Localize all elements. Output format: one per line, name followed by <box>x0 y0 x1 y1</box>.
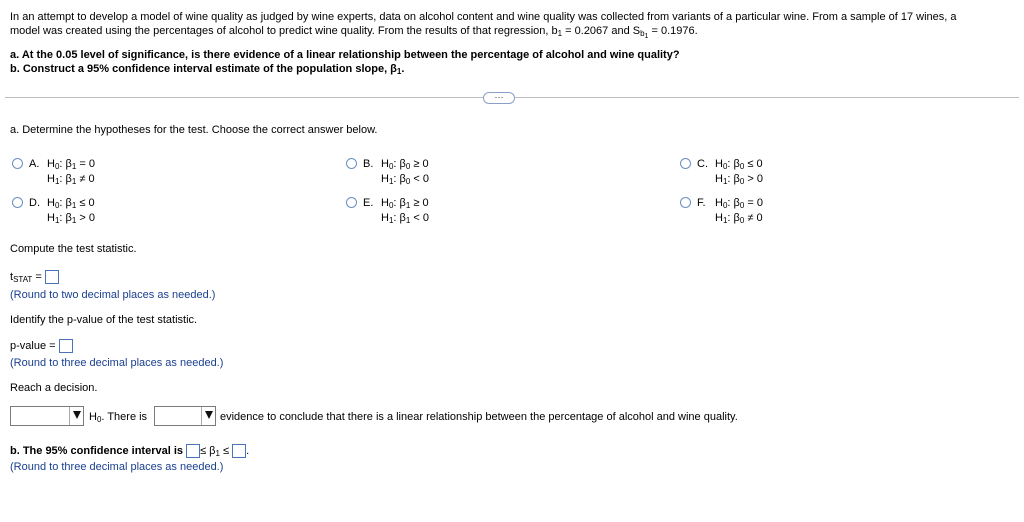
h1-beta: β <box>733 173 740 185</box>
choice-letter: B. <box>363 158 374 170</box>
h0-beta-sub: 1 <box>71 162 77 171</box>
problem-line-2 <box>10 24 1010 44</box>
h1-relation: > 0 <box>79 212 95 224</box>
part-b-subscript: 1 <box>396 67 402 76</box>
choice-c[interactable] <box>680 158 763 188</box>
part-b-text: b. Construct a 95% confidence interval estimate of the population slope, β <box>10 63 397 75</box>
h0-sub: 0 <box>722 201 728 210</box>
problem-part-b <box>10 62 1010 79</box>
choice-f[interactable] <box>680 197 763 227</box>
radio-button[interactable] <box>12 197 23 208</box>
decision-h: H <box>89 411 97 423</box>
choice-hypotheses <box>47 197 95 227</box>
more-options-button[interactable]: ⋯ <box>483 92 515 104</box>
h0-beta: β <box>65 158 72 170</box>
h1-sub: 1 <box>54 216 60 225</box>
h0-letter: H <box>381 158 389 170</box>
tstat-note: (Round to two decimal places as needed.) <box>10 289 216 301</box>
ci-mid-symbol: ≤ β <box>200 444 216 457</box>
sb-subsub: 1 <box>644 33 649 40</box>
radio-button[interactable] <box>12 158 23 169</box>
choice-letter: A. <box>29 158 40 170</box>
decision-evidence-select[interactable] <box>154 406 216 426</box>
h0-letter: H <box>715 197 723 209</box>
ci-note: (Round to three decimal places as needed.) <box>10 461 224 473</box>
tstat-subscript: STAT <box>13 274 33 284</box>
choice-hypotheses <box>715 158 763 188</box>
ci-mid-subscript: 1 <box>215 448 220 458</box>
problem-line-2-post: = 0.1976. <box>648 25 698 37</box>
pvalue-row <box>10 339 73 353</box>
h0-relation: = 0 <box>79 158 95 170</box>
choice-letter: E. <box>363 197 374 209</box>
chevron-down-icon <box>73 411 81 419</box>
part-a-text: a. At the 0.05 level of significance, is there evidence of a linear relationship between the percentage of alcohol and wine quality? <box>10 49 680 61</box>
h0-letter: H <box>47 197 55 209</box>
h1-sub: 1 <box>722 216 728 225</box>
tstat-row <box>10 270 59 284</box>
h1-beta: β <box>733 212 740 224</box>
h1-beta-sub: 0 <box>739 216 745 225</box>
decision-h0-label <box>89 411 147 424</box>
alt-hypothesis: $H_1$: $\beta_0 \ne 0$ <box>715 212 763 225</box>
h0-letter: H <box>47 158 55 170</box>
choice-hypotheses <box>381 158 429 188</box>
h1-letter: H <box>715 212 723 224</box>
decision-mid: . There is <box>101 411 148 423</box>
chevron-down-icon <box>205 411 213 419</box>
choice-letter: F. <box>697 197 706 209</box>
h1-beta-sub: 1 <box>71 216 77 225</box>
h0-sub: 0 <box>722 162 728 171</box>
radio-button[interactable] <box>346 158 357 169</box>
choice-b[interactable] <box>346 158 429 188</box>
h1-beta-sub: 0 <box>739 177 745 186</box>
h1-sub: 1 <box>388 177 394 186</box>
decision-reject-arrow-box <box>69 407 83 425</box>
ci-mid-relation: ≤ <box>219 444 230 457</box>
null-hypothesis: $H_0$: $\beta_0 \le 0$ <box>715 158 763 171</box>
tstat-label: t <box>10 270 14 283</box>
radio-button[interactable] <box>680 158 691 169</box>
decision-evidence-arrow-box <box>201 407 215 425</box>
choice-a[interactable] <box>12 158 95 188</box>
decision-h-sub: 0 <box>96 415 102 424</box>
h1-letter: H <box>47 173 55 185</box>
choice-d[interactable] <box>12 197 95 227</box>
ci-row <box>10 444 249 458</box>
h0-relation: ≥ 0 <box>413 197 429 209</box>
h0-beta: β <box>733 158 740 170</box>
ci-upper-input[interactable] <box>232 444 246 458</box>
alt-hypothesis: $H_1$: $\beta_0 < 0$ <box>381 173 429 186</box>
h1-beta-sub: 1 <box>71 177 77 186</box>
h1-relation: < 0 <box>413 173 429 185</box>
problem-line-2-pre: model was created using the percentages of alcohol to predict wine quality. From the results of that regression, b <box>10 25 558 37</box>
h1-relation: ≠ 0 <box>747 212 763 224</box>
radio-button[interactable] <box>346 197 357 208</box>
part-b-post: . <box>401 63 405 75</box>
tstat-equals: = <box>32 270 42 283</box>
null-hypothesis: $H_0$: $\beta_1 \ge 0$ <box>381 197 429 210</box>
pvalue-label: p-value = <box>10 339 56 352</box>
h1-letter: H <box>381 173 389 185</box>
h0-relation: ≤ 0 <box>747 158 763 170</box>
problem-statement <box>10 10 1010 79</box>
alt-hypothesis: $H_1$: $\beta_1 < 0$ <box>381 212 429 225</box>
h1-letter: H <box>47 212 55 224</box>
hypotheses-prompt: a. Determine the hypotheses for the test. Choose the correct answer below. <box>10 124 378 136</box>
b1-subscript: 1 <box>557 29 563 38</box>
alt-hypothesis: $H_1$: $\beta_1 \ne 0$ <box>47 173 95 186</box>
ci-lower-input[interactable] <box>186 444 200 458</box>
decision-prompt: Reach a decision. <box>10 382 98 394</box>
h1-relation: ≠ 0 <box>79 173 95 185</box>
h1-beta: β <box>399 173 406 185</box>
h0-beta: β <box>65 197 72 209</box>
h0-sub: 0 <box>54 162 60 171</box>
pvalue-note: (Round to three decimal places as needed.) <box>10 357 224 369</box>
test-stat-prompt: Compute the test statistic. <box>10 243 137 255</box>
h1-beta: β <box>399 212 406 224</box>
choice-letter: D. <box>29 197 40 209</box>
choice-hypotheses <box>47 158 95 188</box>
choice-letter: C. <box>697 158 708 170</box>
h0-sub: 0 <box>388 162 394 171</box>
h1-sub: 1 <box>388 216 394 225</box>
choice-e[interactable] <box>346 197 429 227</box>
null-hypothesis: $H_0$: $\beta_0 \ge 0$ <box>381 158 429 171</box>
h0-beta-sub: 0 <box>739 162 745 171</box>
h0-sub: 0 <box>54 201 60 210</box>
h0-letter: H <box>715 158 723 170</box>
h1-letter: H <box>715 173 723 185</box>
h0-beta: β <box>733 197 740 209</box>
h1-sub: 1 <box>54 177 60 186</box>
h1-letter: H <box>381 212 389 224</box>
choice-hypotheses <box>381 197 429 227</box>
h1-beta-sub: 1 <box>405 216 411 225</box>
ci-label: b. The 95% confidence interval is <box>10 444 183 457</box>
h1-beta-sub: 0 <box>405 177 411 186</box>
null-hypothesis: $H_0$: $\beta_1 \le 0$ <box>47 197 95 210</box>
sb-sub: b <box>640 29 645 38</box>
h0-beta-sub: 0 <box>739 201 745 210</box>
null-hypothesis: $H_0$: $\beta_1 = 0$ <box>47 158 95 171</box>
h0-relation: ≤ 0 <box>79 197 95 209</box>
problem-part-a <box>10 48 1010 62</box>
h1-relation: > 0 <box>747 173 763 185</box>
h0-beta-sub: 1 <box>405 201 411 210</box>
h0-relation: ≥ 0 <box>413 158 429 170</box>
h1-sub: 1 <box>722 177 728 186</box>
h0-sub: 0 <box>388 201 394 210</box>
pvalue-prompt: Identify the p-value of the test statistic. <box>10 314 198 326</box>
problem-line-2-mid: = 0.2067 and S <box>562 25 641 37</box>
ci-period: . <box>246 444 250 457</box>
decision-conclusion: evidence to conclude that there is a linear relationship between the percentage of alcohol and wine quality. <box>220 411 738 423</box>
h0-relation: = 0 <box>747 197 763 209</box>
pvalue-input[interactable] <box>59 339 73 353</box>
choice-hypotheses <box>715 197 763 227</box>
h1-relation: < 0 <box>413 212 429 224</box>
null-hypothesis: $H_0$: $\beta_0 = 0$ <box>715 197 763 210</box>
problem-line-1: In an attempt to develop a model of wine quality as judged by wine experts, data on alcohol content and wine quality was collected from variants of a particular wine. From a sample of 17 wines, a <box>10 11 957 23</box>
h1-beta: β <box>65 212 72 224</box>
h0-beta-sub: 0 <box>405 162 411 171</box>
decision-reject-select[interactable] <box>10 406 84 426</box>
alt-hypothesis: $H_1$: $\beta_1 > 0$ <box>47 212 95 225</box>
radio-button[interactable] <box>680 197 691 208</box>
h0-beta: β <box>399 197 406 209</box>
h0-beta-sub: 1 <box>71 201 77 210</box>
h1-beta: β <box>65 173 72 185</box>
h0-beta: β <box>399 158 406 170</box>
alt-hypothesis: $H_1$: $\beta_0 > 0$ <box>715 173 763 186</box>
h0-letter: H <box>381 197 389 209</box>
tstat-input[interactable] <box>45 270 59 284</box>
